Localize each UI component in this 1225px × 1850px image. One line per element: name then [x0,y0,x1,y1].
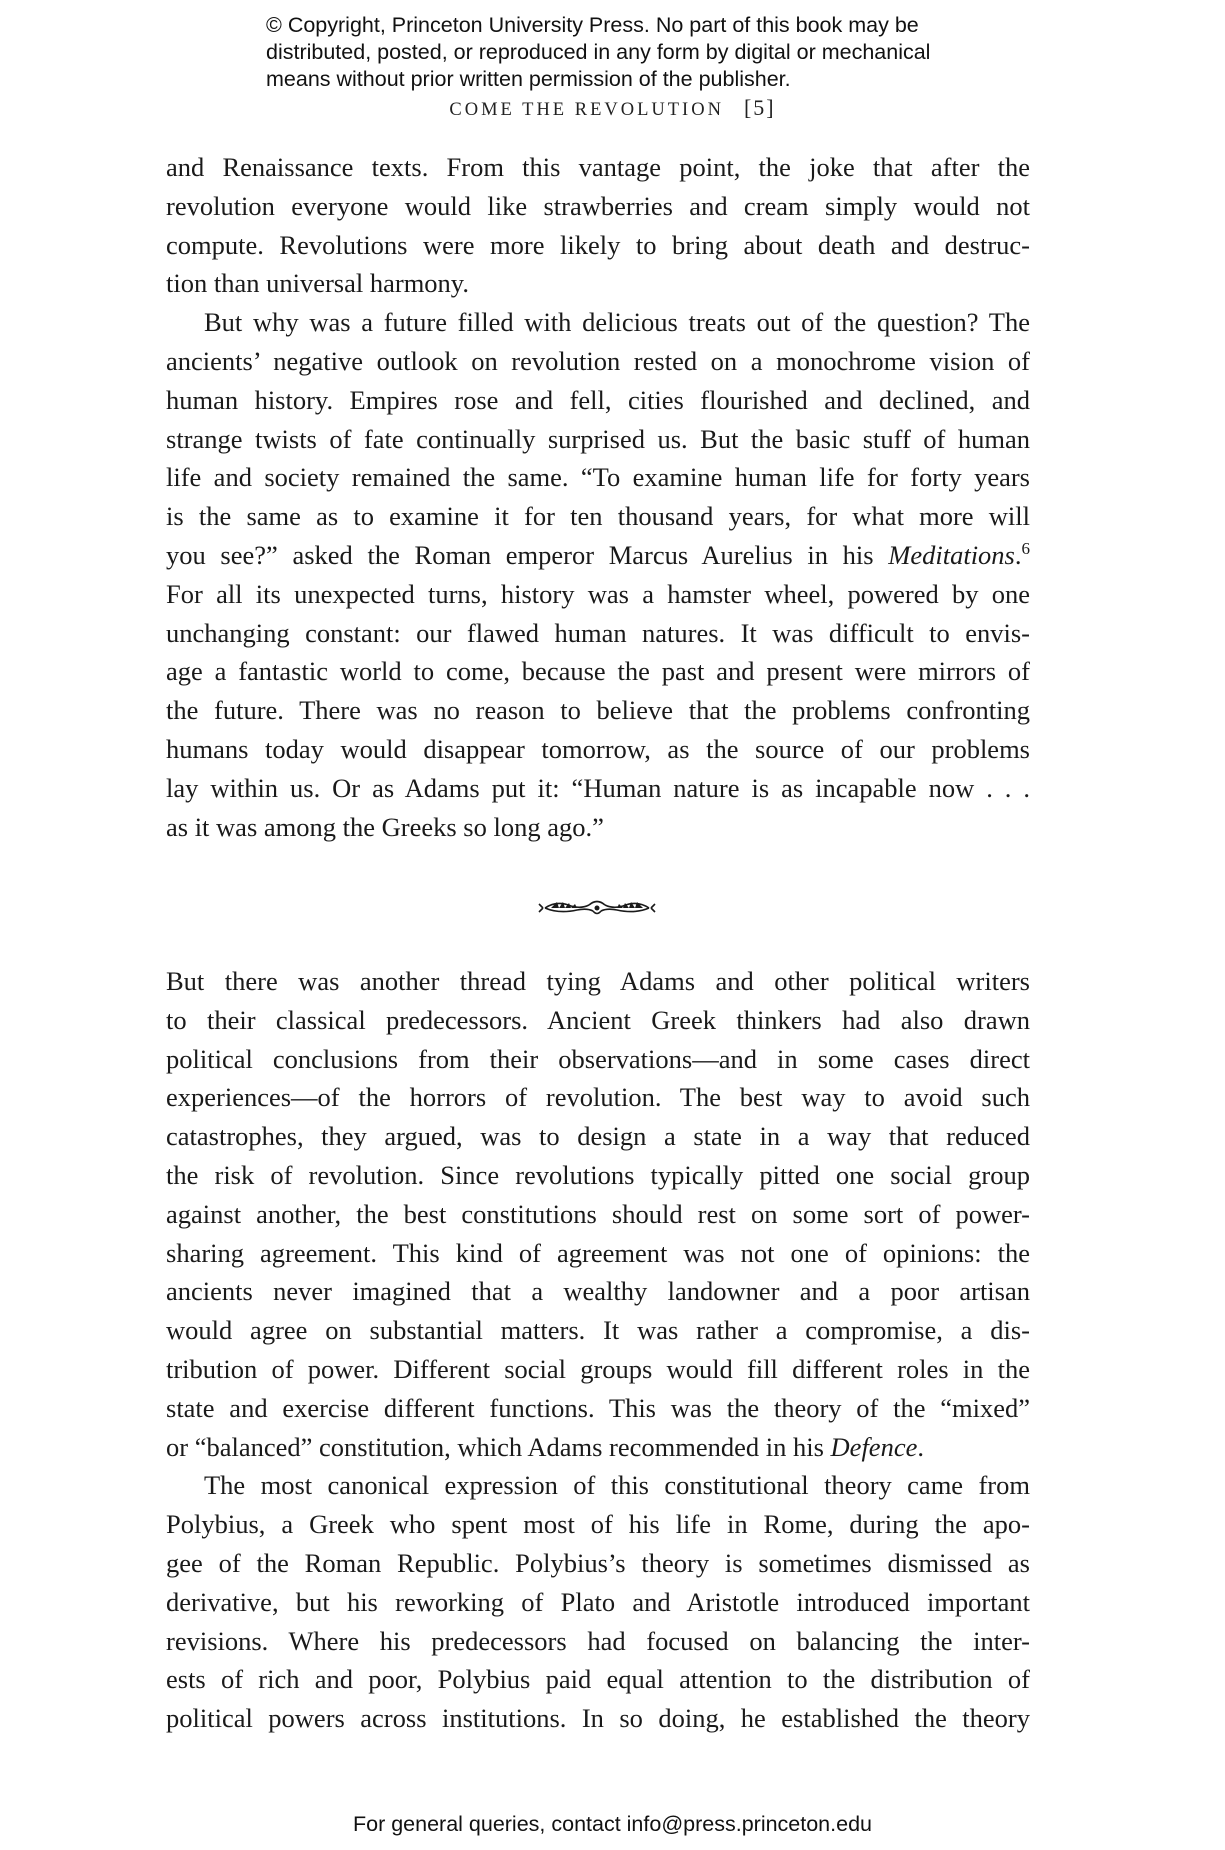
text-line: the future. There was no reason to believe that the problems confronting [166,695,1030,726]
text-line [166,536,1030,575]
text-run: . [917,1431,924,1462]
paragraph [166,303,1030,846]
text-line: compute. Revolutions were more likely to bring about death and destruc- [166,229,1030,260]
text-line: experiences—of the horrors of revolution. The best way to avoid such [166,1082,1030,1113]
book-title-defence: Defence [830,1431,918,1462]
text-line [166,1428,1030,1467]
text-line: ests of rich and poor, Polybius paid equal attention to the distribution of [166,1664,1030,1695]
text-line: unchanging constant: our flawed human natures. It was difficult to envis- [166,617,1030,648]
copyright-line: © Copyright, Princeton University Press. No part of this book may be [266,13,919,37]
text-line: gee of the Roman Republic. Polybius’s theory is sometimes dismissed as [166,1547,1030,1578]
text-line: and Renaissance texts. From this vantage point, the joke that after the [166,152,1030,182]
running-head-title: COME THE REVOLUTION [449,100,724,120]
footnote-marker[interactable]: 6 [1021,538,1030,558]
text-line: lay within us. Or as Adams put it: “Human nature is as incapable now . . . [166,772,1030,803]
section-break-ornament-icon [537,896,657,920]
text-line: derivative, but his reworking of Plato and Aristotle introduced important [166,1586,1030,1617]
text-line: political conclusions from their observations—and in some cases direct [166,1043,1030,1074]
text-run: you see?” asked the Roman emperor Marcus Aurelius in his [166,539,889,570]
paragraph [166,962,1030,1466]
text-run: . [1014,539,1022,570]
text-line: tribution of power. Different social groups would fill different roles in the [166,1353,1030,1384]
text-line: ancients’ negative outlook on revolution rested on a monochrome vision of [166,345,1030,376]
text-line: state and exercise different functions. This was the theory of the “mixed” [166,1392,1030,1423]
running-head [0,95,1225,121]
text-line: to their classical predecessors. Ancient Greek thinkers had also drawn [166,1004,1030,1035]
text-line: age a fantastic world to come, because the past and present were mirrors of [166,656,1030,687]
text-line: human history. Empires rose and fell, cities flourished and declined, and [166,384,1030,415]
text-line: revolution everyone would like strawberries and cream simply would not [166,190,1030,221]
text-line: The most canonical expression of this constitutional theory came from [204,1470,1030,1501]
page-number: [5] [743,95,776,120]
text-line: humans today would disappear tomorrow, as the source of our problems [166,733,1030,764]
footer-contact [0,1812,1225,1837]
text-line: the risk of revolution. Since revolutions typically pitted one social group [166,1159,1030,1190]
text-line: For all its unexpected turns, history was a hamster wheel, powered by one [166,578,1030,609]
text-line: Polybius, a Greek who spent most of his life in Rome, during the apo- [166,1509,1030,1540]
text-line: catastrophes, they argued, was to design a state in a way that reduced [166,1121,1030,1152]
paragraph [166,1466,1030,1738]
copyright-line: distributed, posted, or reproduced in any form by digital or mechanical [266,40,931,64]
text-line: But why was a future filled with delicious treats out of the question? The [204,307,1030,338]
copyright-line: means without prior written permission of the publisher. [266,67,791,91]
text-line: tion than universal harmony. [166,268,469,299]
paragraph [166,148,1030,303]
text-line: But there was another thread tying Adams and other political writers [166,966,1030,996]
copyright-notice [266,12,1026,93]
book-title-meditations: Meditations [888,539,1015,570]
text-run: or “balanced” constitution, which Adams recommended in his [166,1431,831,1462]
text-section-2 [166,962,1030,1738]
text-line: is the same as to examine it for ten thousand years, for what more will [166,501,1030,532]
footer-text: For general queries, contact info@press.princeton.edu [352,1812,872,1836]
text-line: political powers across institutions. In so doing, he established the theory [166,1703,1030,1734]
text-line: strange twists of fate continually surprised us. But the basic stuff of human [166,423,1030,454]
text-line: as it was among the Greeks so long ago.” [166,811,604,842]
text-line: ancients never imagined that a wealthy landowner and a poor artisan [166,1276,1030,1307]
text-line: revisions. Where his predecessors had focused on balancing the inter- [166,1625,1030,1656]
text-section-1 [166,148,1030,846]
text-line: would agree on substantial matters. It was rather a compromise, a dis- [166,1315,1030,1346]
text-line: life and society remained the same. “To examine human life for forty years [166,462,1030,493]
text-line: sharing agreement. This kind of agreement was not one of opinions: the [166,1237,1030,1268]
text-line: against another, the best constitutions should rest on some sort of power- [166,1198,1030,1229]
